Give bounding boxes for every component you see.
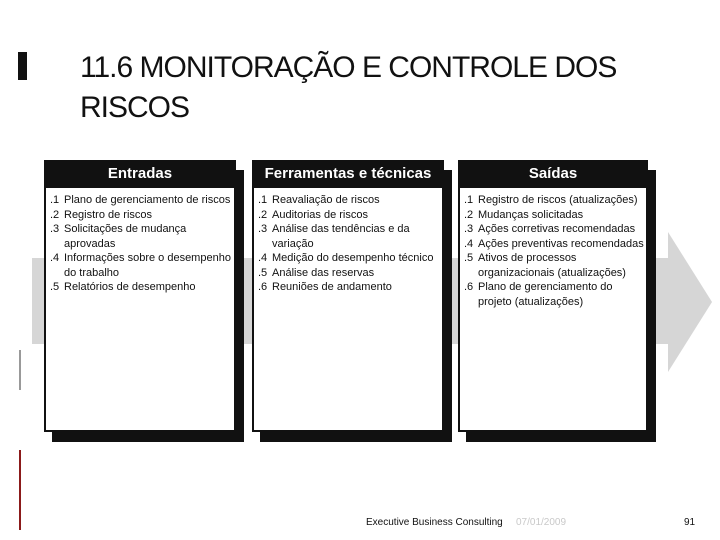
item-number: .4 (258, 252, 268, 264)
item-text: Medição do desempenho técnico (272, 252, 434, 264)
item-text: Mudanças solicitadas (478, 208, 584, 221)
list-item (464, 222, 644, 237)
item-text: Análise das tendências e da variação (272, 223, 410, 250)
item-text: Ações corretivas recomendadas (478, 223, 636, 235)
item-number: .5 (50, 281, 60, 293)
list-item (464, 208, 644, 223)
panel-header: Saídas (458, 160, 648, 188)
title-accent-bar (18, 52, 27, 80)
list-item (50, 222, 232, 251)
item-number: .2 (464, 208, 474, 221)
panel-items (258, 193, 440, 295)
list-item (464, 251, 644, 280)
list-item (258, 208, 440, 223)
item-text: Plano de gerenciamento de riscos (64, 194, 231, 206)
panel-header: Ferramentas e técnicas (252, 160, 444, 188)
list-item (464, 280, 644, 309)
item-text: Ações preventivas recomendadas (478, 237, 644, 250)
item-number: .3 (50, 223, 60, 235)
list-item (464, 237, 644, 252)
item-text: Ativos de processos organizacionais (atualizações) (478, 252, 626, 279)
footer-date: 07/01/2009 (516, 517, 567, 528)
item-text: Análise das reservas (272, 266, 375, 279)
item-number: .6 (258, 281, 268, 293)
item-number: .4 (464, 237, 474, 250)
panel-saidas (458, 160, 648, 432)
list-item (258, 266, 440, 281)
left-accent-stripe-red (19, 450, 21, 530)
process-arrow-head (668, 232, 712, 372)
left-accent-stripe-gray (19, 350, 21, 390)
panel-items (464, 193, 644, 309)
item-number: .3 (258, 223, 268, 235)
item-number: .5 (464, 252, 474, 264)
item-text: Reavaliação de riscos (272, 194, 380, 206)
item-number: .2 (258, 208, 268, 221)
item-text: Informações sobre o desempenho do trabalho (64, 252, 231, 279)
list-item (50, 280, 232, 295)
list-item (258, 193, 440, 208)
item-text: Auditorias de riscos (272, 208, 368, 221)
footer-company: Executive Business Consulting (366, 517, 503, 528)
item-number: .1 (464, 194, 474, 206)
item-text: Plano de gerenciamento do projeto (atualizações) (478, 281, 613, 308)
list-item (50, 208, 232, 223)
panel-items (50, 193, 232, 295)
item-text: Reuniões de andamento (272, 281, 392, 293)
item-number: .5 (258, 266, 268, 279)
item-number: .3 (464, 223, 474, 235)
panel-ferramentas (252, 160, 444, 432)
item-text: Relatórios de desempenho (64, 281, 196, 293)
panel-entradas (44, 160, 236, 432)
slide-title: 11.6 MONITORAÇÃO E CONTROLE DOS RISCOS (80, 51, 617, 124)
item-number: .2 (50, 208, 60, 221)
item-number: .1 (50, 194, 60, 206)
item-number: .6 (464, 281, 474, 293)
list-item (50, 193, 232, 208)
item-text: Registro de riscos (atualizações) (478, 194, 638, 206)
list-item (258, 280, 440, 295)
panel-header: Entradas (44, 160, 236, 188)
page-number: 91 (684, 517, 696, 528)
list-item (464, 193, 644, 208)
item-number: .1 (258, 194, 268, 206)
list-item (258, 251, 440, 266)
list-item (258, 222, 440, 251)
list-item (50, 251, 232, 280)
item-number: .4 (50, 252, 60, 264)
item-text: Solicitações de mudança aprovadas (64, 223, 187, 250)
item-text: Registro de riscos (64, 208, 153, 221)
